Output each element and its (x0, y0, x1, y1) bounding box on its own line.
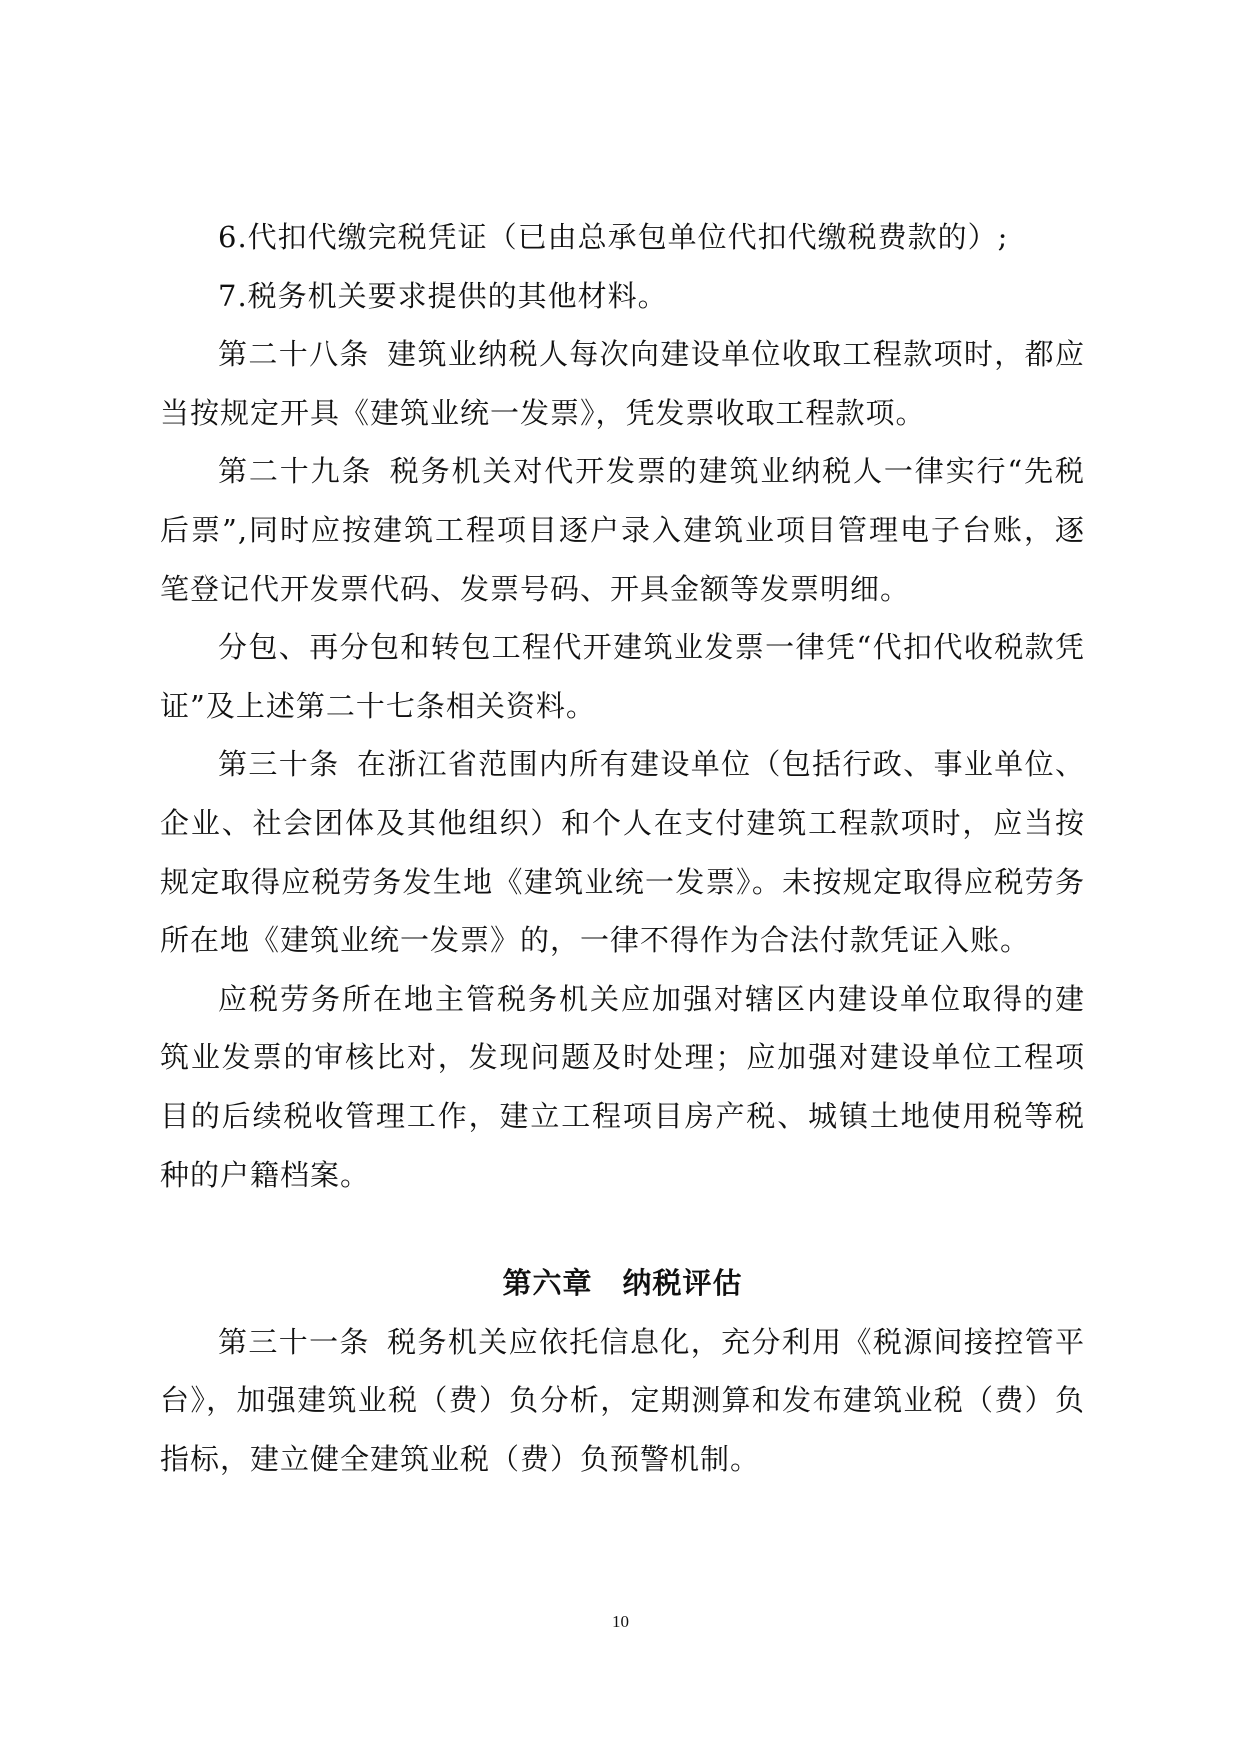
article-label: 第三十条 (218, 747, 340, 782)
article-30 (160, 735, 1085, 969)
chapter-heading: 第六章 纳税评估 (502, 1266, 743, 1301)
document-body (160, 208, 1085, 1488)
paragraph-text: 6.代扣代缴完税凭证（已由总承包单位代扣代缴税费款的）; (218, 220, 1009, 254)
paragraph-text: 7.税务机关要求提供的其他材料。 (218, 278, 668, 313)
article-text: 税务机关应依托信息化，充分利用《税源间接控管平台》，加强建筑业税（费）负分析，定期测算和发布建筑业税（费）负指标，建立健全建筑业税（费）负预警机制。 (160, 1324, 1085, 1476)
article-29 (160, 442, 1085, 618)
article-text: 在浙江省范围内所有建设单位（包括行政、事业单位、企业、社会团体及其他组织）和个人在支付建筑工程款项时，应当按规定取得应税劳务发生地《建筑业统一发票》。未按规定取得应税劳务所在地《建筑业统一发票》的，一律不得作为合法付款凭证入账。 (160, 747, 1085, 958)
paragraph-item-6 (160, 208, 1085, 267)
paragraph-subcontract (160, 618, 1085, 735)
article-text: 建筑业纳税人每次向建设单位收取工程款项时，都应当按规定开具《建筑业统一发票》，凭发票收取工程款项。 (160, 337, 1085, 430)
article-label: 第二十九条 (218, 454, 373, 489)
article-text: 税务机关对代开发票的建筑业纳税人一律实行“先税后票”,同时应按建筑工程项目逐户录入建筑业项目管理电子台账，逐笔登记代开发票代码、发票号码、开具金额等发票明细。 (160, 454, 1085, 606)
article-28 (160, 325, 1085, 442)
article-31 (160, 1313, 1085, 1489)
page-number: 10 (612, 1612, 629, 1631)
paragraph-local-authority (160, 970, 1085, 1204)
paragraph-item-7 (160, 267, 1085, 326)
article-label: 第三十一条 (218, 1324, 370, 1359)
paragraph-text: 分包、再分包和转包工程代开建筑业发票一律凭“代扣代收税款凭证”及上述第二十七条相关资料。 (160, 630, 1085, 723)
article-label: 第二十八条 (218, 337, 370, 372)
paragraph-text: 应税劳务所在地主管税务机关应加强对辖区内建设单位取得的建筑业发票的审核比对，发现问题及时处理；应加强对建设单位工程项目的后续税收管理工作，建立工程项目房产税、城镇土地使用税等税种的户籍档案。 (160, 981, 1085, 1192)
